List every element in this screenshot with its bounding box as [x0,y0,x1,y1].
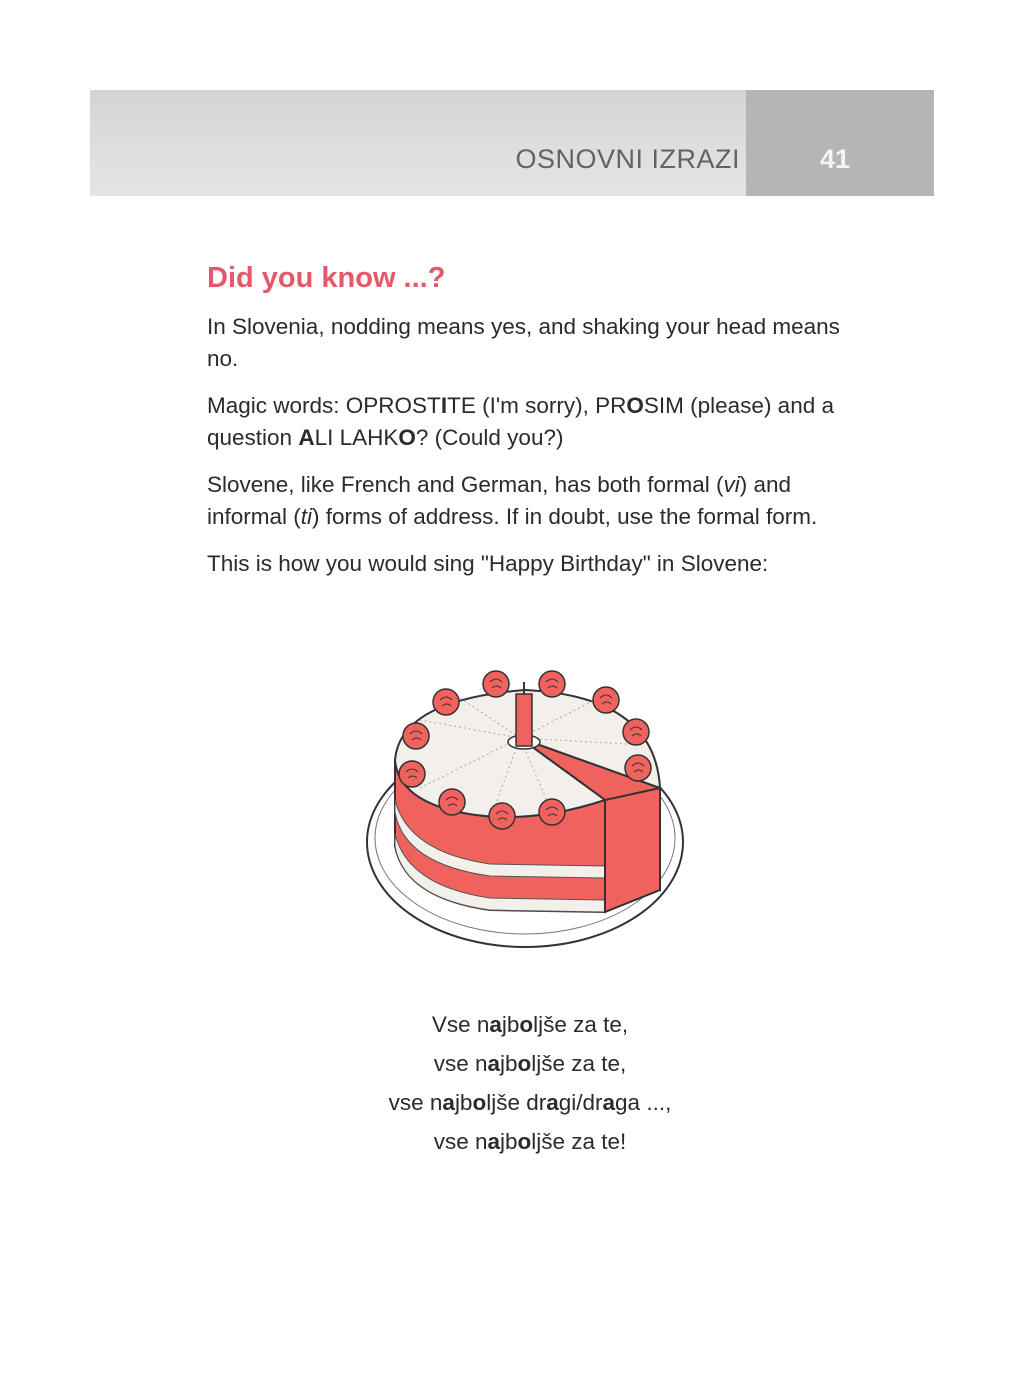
song-text: a [546,1090,559,1115]
song-text: ljše za te! [531,1129,627,1154]
song-text: ljše za te, [531,1051,627,1076]
birthday-cake-icon [360,660,700,960]
happy-birthday-intro: This is how you would sing "Happy Birthday" in Slovene: [207,551,769,576]
song-text: jb [454,1090,473,1115]
song-text: a [442,1090,455,1115]
song-text: a [487,1129,500,1154]
song-text: jb [499,1129,518,1154]
song-text: o [472,1090,487,1115]
song-text: o [517,1051,532,1076]
song-text: vse n [388,1090,443,1115]
song-text: vse n [433,1051,488,1076]
song-text: ljše za te, [533,1012,629,1037]
song-line [300,1044,760,1083]
page-number-tab [746,90,934,196]
nodding-paragraph: In Slovenia, nodding means yes, and shaking your head means no. [207,314,840,371]
main-content [207,262,857,595]
happy-birthday-song [300,1005,760,1161]
song-text: o [519,1012,534,1037]
did-you-know-heading: Did you know ...? [207,262,446,294]
song-text: jb [499,1051,518,1076]
song-text: gi/dr [558,1090,603,1115]
header-band [90,90,746,196]
song-text: o [517,1129,532,1154]
song-text: Vse n [431,1012,490,1037]
song-line [300,1122,760,1161]
magic-words-paragraph: Magic words: OPROSTITE (I'm sorry), PROSIM (please) and a question ALI LAHKO? (Could you?) [207,393,834,450]
song-line [300,1005,760,1044]
section-title: OSNOVNI IZRAZI [515,144,740,174]
song-text: jb [501,1012,520,1037]
song-text: a [489,1012,502,1037]
formal-address-paragraph: Slovene, like French and German, has both formal (vi) and informal (ti) forms of address. If in doubt, use the formal form. [207,472,818,529]
page-number: 41 [819,144,851,174]
song-text: ga ..., [615,1090,672,1115]
song-text: ljše dr [486,1090,547,1115]
song-text: vse n [433,1129,488,1154]
song-text: a [602,1090,616,1115]
song-text: a [487,1051,500,1076]
song-line [300,1083,760,1122]
